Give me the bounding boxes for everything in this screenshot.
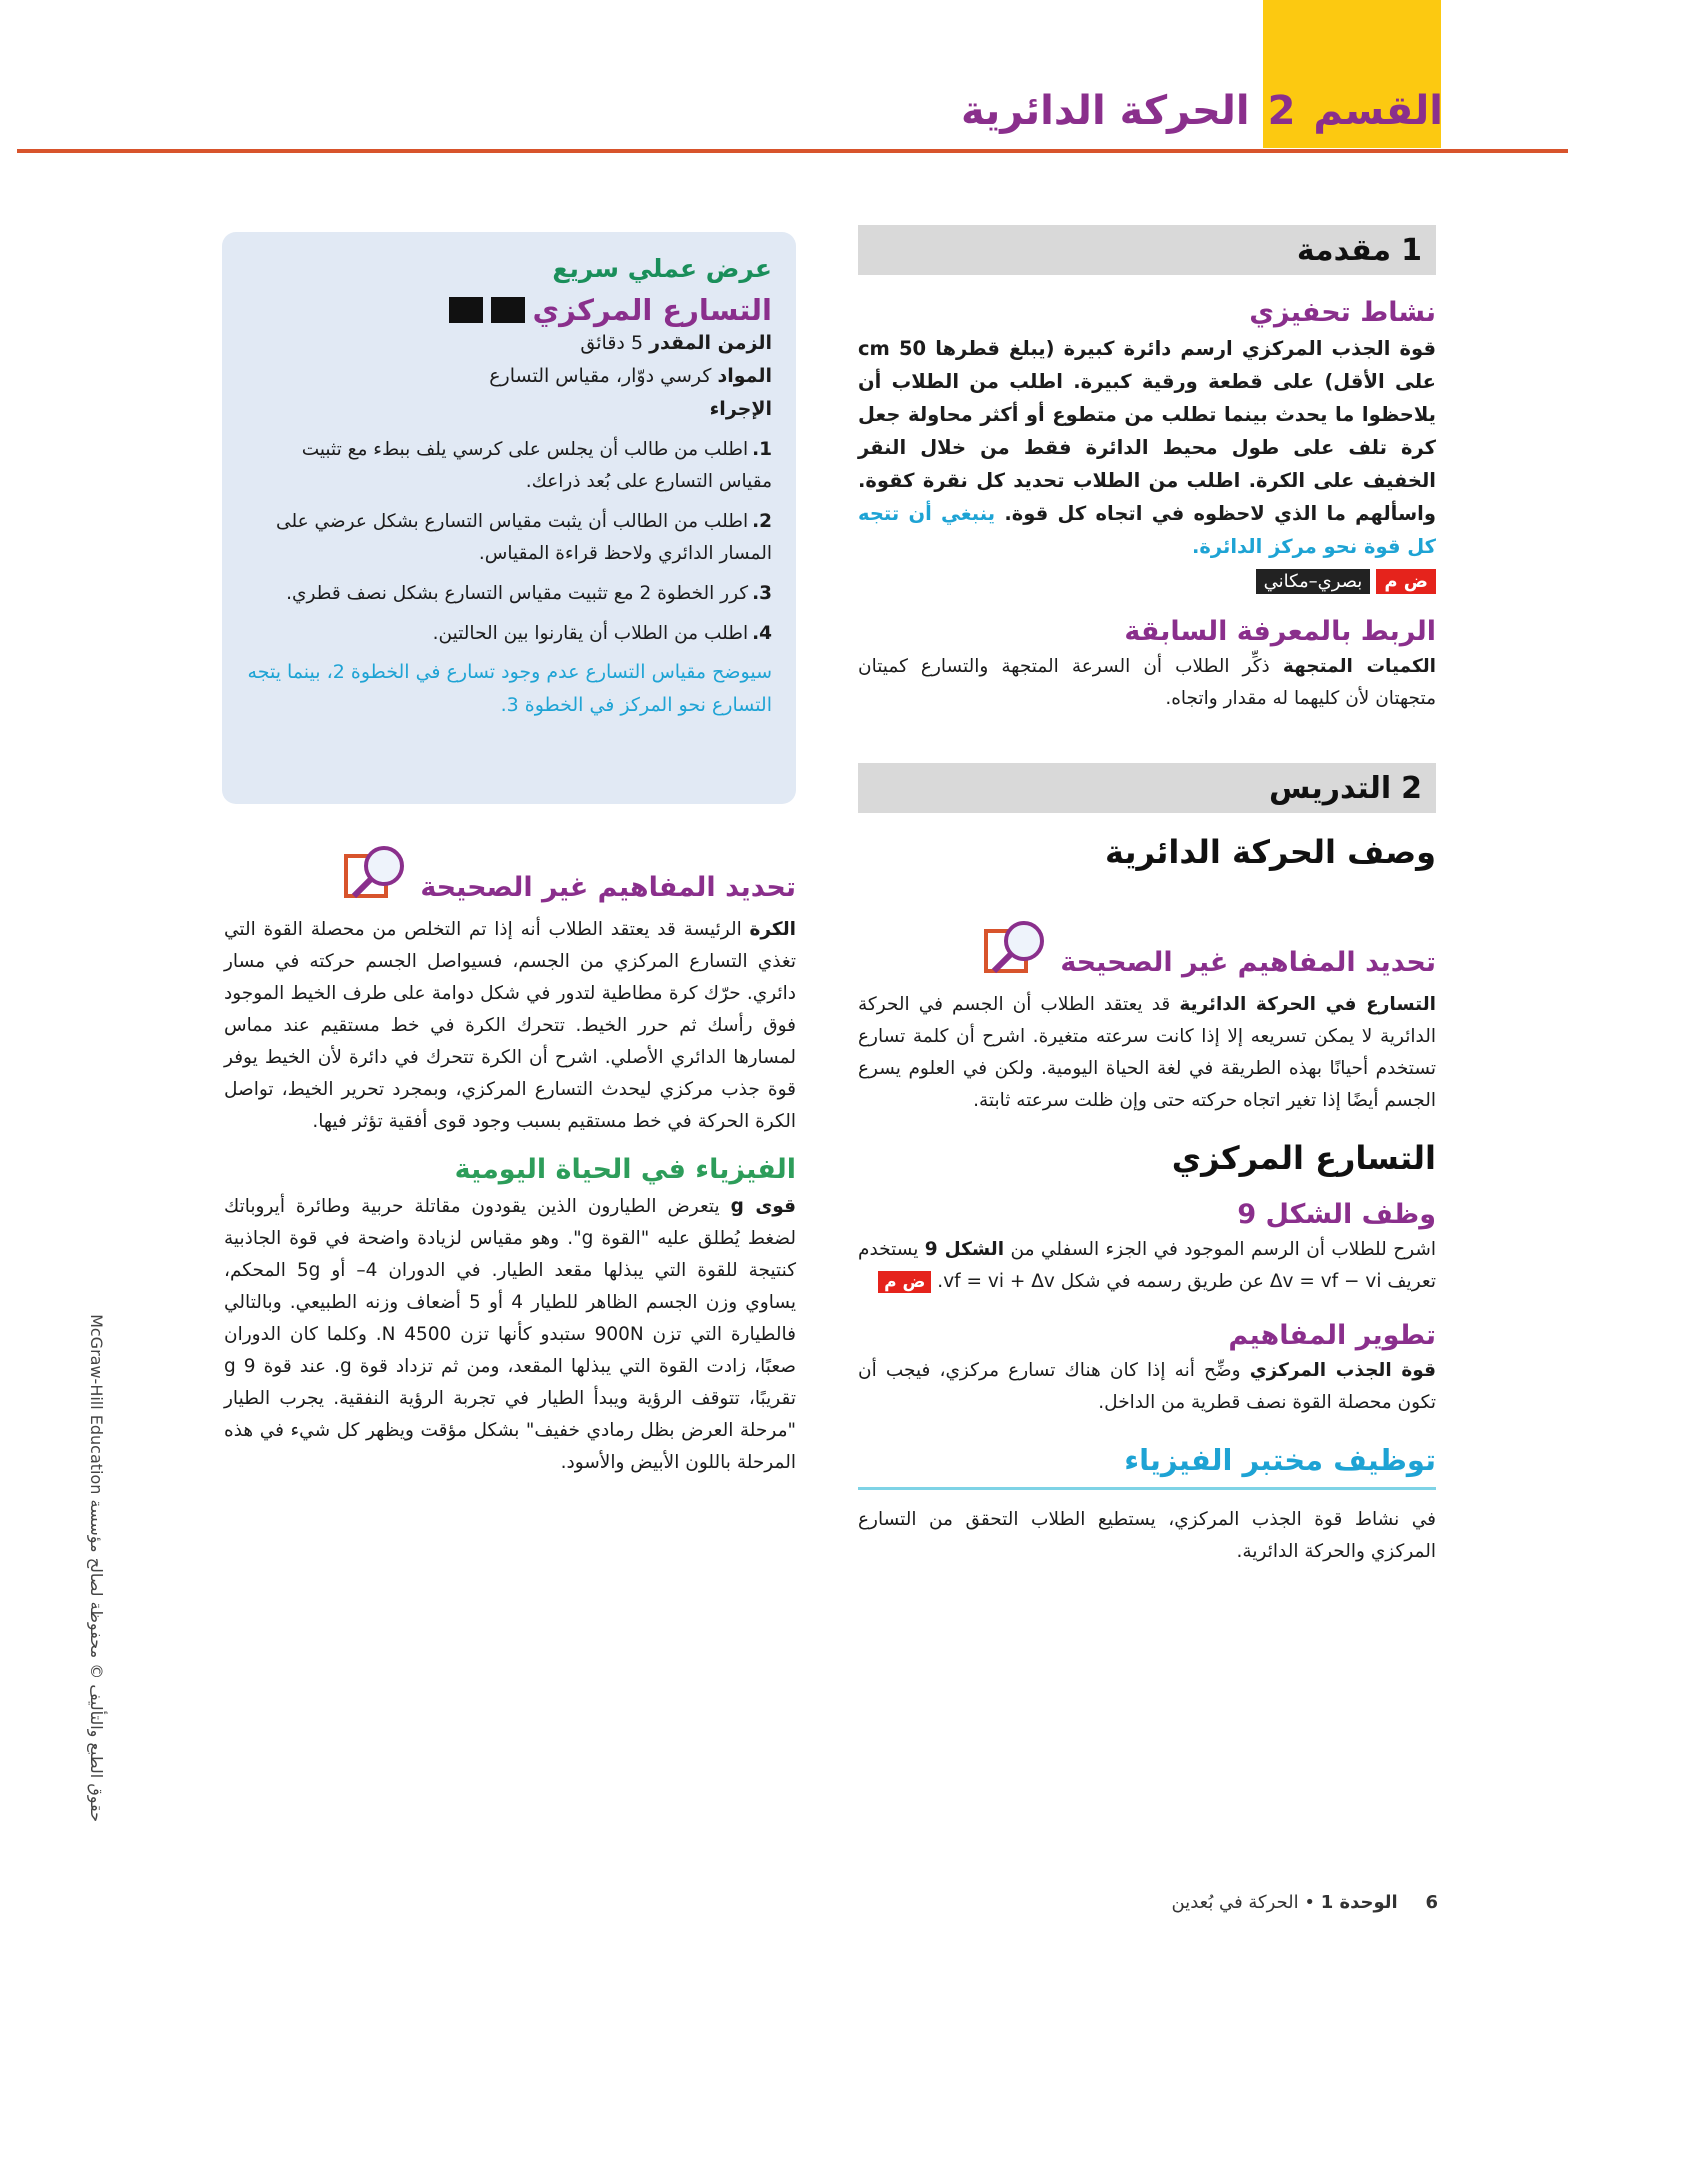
section-name: الحركة الدائرية <box>960 88 1250 134</box>
left-column <box>224 842 796 1479</box>
demo-materials-label: المواد <box>717 365 772 387</box>
tag-el: ض م <box>1376 569 1436 594</box>
lab-text: في نشاط قوة الجذب المركزي، يستطيع الطلاب التحقق من التسارع المركزي والحركة الدائرية. <box>858 1509 1436 1562</box>
figure-tag-el: ض م <box>878 1271 931 1293</box>
centripetal-heading: التسارع المركزي <box>1171 1139 1436 1177</box>
misconception2-body: قد يعتقد الطلاب أنه إذا تم التخلص من محصلة القوة التي تغذي التسارع المركزي من الجسم، فسيواصل الجسم حركته في مسار دائري. حرّك كرة مطاطية لتدور في شكل دوامة على طرف الخيط الموجود فوق رأسك ثم حرر الخيط. تتحرك الكرة في خط مستقيم عند مماس لمسارها الدائري الأصلي. اشرح أن الكرة تتحرك في دائرة لأن الخيط يوفر قوة جذب مركزي ليحدث التسارع المركزي، وبمجرد تحرير الخيط، تواصل الكرة الحركة في خط مستقيم بسبب وجود قوى أفقية تؤثر فيها. <box>224 919 796 1132</box>
skill-tags <box>858 569 1436 594</box>
unit-title: • الحركة في بُعدين <box>1171 1892 1315 1913</box>
misconception2-title: تحديد المفاهيم غير الصحيحة <box>420 871 796 903</box>
demo-step: 1.اطلب من طالب أن يجلس على كرسي يلف ببطء مع تثبيت مقياس التسارع على بُعد ذراعك. <box>301 439 772 492</box>
teach-step-number: 2 <box>1401 770 1422 806</box>
bellringer-answer-end: تتجه كل قوة نحو مركز الدائرة. <box>858 502 1436 558</box>
misconception2-lead: الكرة <box>749 919 796 940</box>
prior-lead: الكميات المتجهة <box>1282 656 1436 677</box>
bellringer-text <box>858 332 1436 563</box>
tag-visual-spatial: بصري–مكاني <box>1256 569 1371 594</box>
demo-step: 2.اطلب من الطالب أن يثبت مقياس التسارع بشكل عرضي على المسار الدائري ولاحظ قراءة المقياس. <box>276 511 772 564</box>
demo-materials-value: كرسي دوّار، مقياس التسارع <box>489 365 712 387</box>
bellringer-answer-start: ينبغي أن <box>908 502 996 525</box>
misconception2-text <box>224 914 796 1138</box>
everyday-text <box>224 1191 796 1479</box>
demo-materials <box>244 360 772 393</box>
bellringer-title: نشاط تحفيزي <box>1249 297 1436 328</box>
lab-heading: توظيف مختبر الفيزياء <box>858 1443 1436 1490</box>
demo-time-label: الزمن المقدر <box>649 332 772 354</box>
figure-text-start: اشرح للطلاب أن الرسم الموجود في الجزء السفلي من <box>1010 1239 1436 1260</box>
focus-bar <box>858 225 1436 275</box>
concept-lead: قوة الجذب المركزي <box>1249 1360 1436 1381</box>
demo-step: 3.كرر الخطوة 2 مع تثبيت مقياس التسارع بشكل نصف قطري. <box>286 583 772 604</box>
concept-text <box>858 1355 1436 1419</box>
demo-result: سيوضح مقياس التسارع عدم وجود تسارع في الخطوة 2، بينما يتجه التسارع نحو المركز في الخطوة 3. <box>247 661 772 716</box>
figure-ref: الشكل 9 <box>924 1239 1005 1260</box>
misconception-head <box>858 917 1436 983</box>
prior-body: ذكِّر الطلاب أن السرعة المتجهة والتسارع كميتان متجهتان لأن كليهما له مقدار واتجاه. <box>858 656 1436 709</box>
figure-title: وظف الشكل 9 <box>1237 1199 1436 1230</box>
section-number: 2 <box>1267 88 1296 134</box>
unit-label: الوحدة 1 <box>1320 1892 1398 1913</box>
concept-title: تطوير المفاهيم <box>1228 1320 1436 1351</box>
teach-step-title: التدريس <box>1269 770 1392 806</box>
demo-icon <box>491 297 525 323</box>
magnifier-icon <box>984 917 1050 983</box>
teach-bar <box>858 763 1436 813</box>
page-header <box>0 0 1700 150</box>
magnifier-icon <box>344 842 410 908</box>
main-column <box>858 225 1436 1568</box>
misconception-title: تحديد المفاهيم غير الصحيحة <box>1060 946 1436 978</box>
everyday-title: الفيزياء في الحياة اليومية <box>454 1154 796 1185</box>
demo-time <box>244 327 772 360</box>
prior-knowledge-text <box>858 651 1436 715</box>
prior-knowledge-title: الربط بالمعرفة السابقة <box>1124 616 1436 647</box>
concept-body: وضِّح أنه إذا كان هناك تسارع مركزي، فيجب أن تكون محصلة القوة نصف قطرية من الداخل. <box>858 1360 1436 1413</box>
demo-title: التسارع المركزي <box>532 293 772 327</box>
misconception-lead: التسارع في الحركة الدائرية <box>1179 994 1436 1015</box>
misconception2-head <box>224 842 796 908</box>
demo-procedure-label: الإجراء <box>709 398 772 420</box>
bellringer-body: قوة الجذب المركزي ارسم دائرة كبيرة (يبلغ قطرها 50 cm على الأقل) على قطعة ورقية كبيرة. اطلب من الطلاب أن يلاحظوا ما يحدث بينما تطلب من متطوع أو أكثر محاولة جعل كرة تلف على طول محيط الدائرة فقط من خلال النقر الخفيف على الكرة. اطلب من الطلاب تحديد كل نقرة كقوة. واسألهم ما الذي لاحظوه في اتجاه كل قوة. <box>858 337 1436 525</box>
demo-icon <box>449 297 483 323</box>
describe-heading: وصف الحركة الدائرية <box>1105 833 1436 871</box>
demo-step: 4.اطلب من الطلاب أن يقارنوا بين الحالتين. <box>432 623 772 644</box>
figure-text <box>858 1234 1436 1298</box>
demo-time-value: 5 دقائق <box>580 332 644 354</box>
everyday-lead: قوى g <box>730 1196 796 1217</box>
misconception-body: قد يعتقد الطلاب أن الجسم في الحركة الدائرية لا يمكن تسريعه إلا إذا كانت سرعته متغيرة. اشرح أن كلمة تسارع تستخدم أحيانًا بهذه الطريقة في لغة الحياة اليومية. ولكن في العلوم يسرع الجسم أيضًا إذا تغير اتجاه حركته حتى وإن ظلت سرعته ثابتة. <box>858 994 1436 1111</box>
misconception2-lead-suffix: الرئيسة <box>683 919 742 940</box>
everyday-body: يتعرض الطيارون الذين يقودون مقاتلة حربية وطائرة أيروباتك لضغط يُطلق عليه "القوة g". وهو مقياس لزيادة واضحة في قوة الجاذبية كنتيجة للقوة التي يبذلها مقعد الطيار. في الدوران 4– أو 5g المحكم، يساوي وزن الجسم الظاهر للطيار 4 أو 5 أضعاف وزنه الطبيعي. وبالتالي فالطيارة التي تزن 900N ستبدو كأنها تزن 4500 N. وكلما كان الدوران صعبًا، زادت القوة التي يبذلها المقعد، ومن ثم تزداد قوة g. عند قوة 9 g تقريبًا، تتوقف الرؤية ويبدأ الطيار في تجربة الرؤية النفقية. يجرب الطيار "مرحلة العرض بظل رمادي خفيف" بشكل مؤقت ويظهر كل شيء في هذه المرحلة باللون الأبيض والأسود. <box>224 1196 797 1473</box>
copyright-note <box>78 1314 118 1822</box>
misconception-text <box>858 989 1436 1117</box>
header-rule <box>17 149 1568 153</box>
section-label: القسم <box>1313 88 1443 134</box>
focus-step-title: مقدمة <box>1296 232 1392 268</box>
quick-demo-box <box>222 232 796 804</box>
focus-step-number: 1 <box>1401 232 1422 268</box>
page-number: 6 <box>1425 1892 1438 1913</box>
demo-kicker: عرض عملي سريع <box>552 254 772 283</box>
section-title <box>961 88 1443 134</box>
figure-text-end: يستخدم تعريف Δv = vf − vi عن طريق رسمه في شكل vf = vi + Δv. <box>858 1239 1436 1292</box>
demo-title-row <box>244 293 772 327</box>
page-footer <box>1171 1892 1438 1913</box>
demo-steps <box>244 434 772 650</box>
copyright-text: حقوق الطبع والتأليف © محفوظة لصالح مؤسسة McGraw-Hill Education <box>87 1314 106 1822</box>
